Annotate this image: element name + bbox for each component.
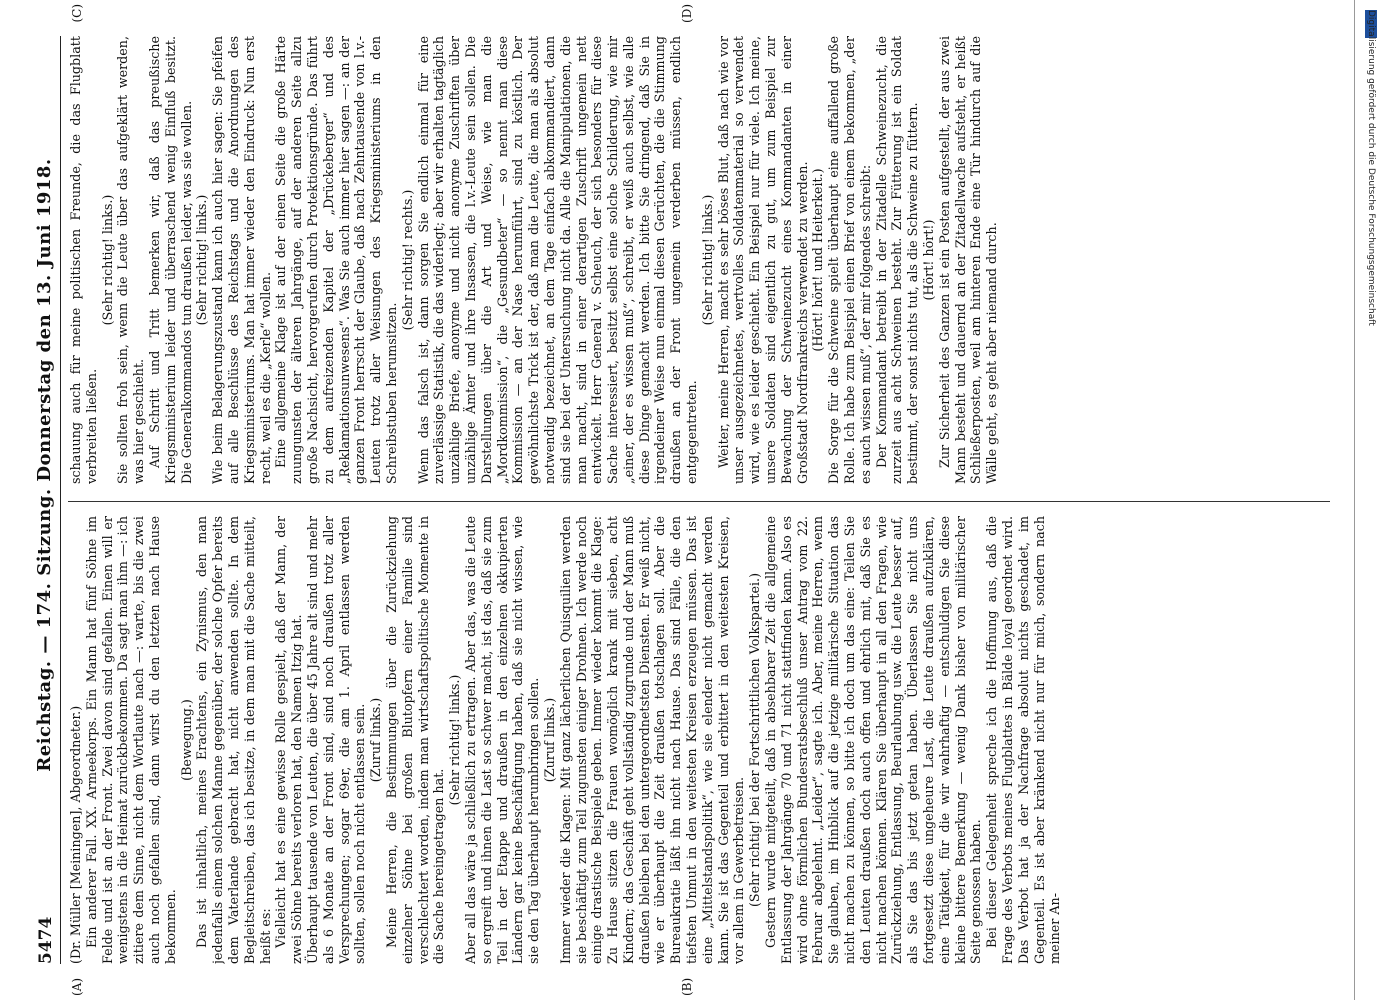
document-page (30, 4, 1330, 996)
paragraph: (Dr. Müller [Meiningen], Abgeordneter.) (68, 705, 83, 964)
paragraph: (Sehr richtig! links.) (99, 194, 115, 326)
paragraph: Auf Schritt und Tritt bemerken wir, daß das preußische Kriegsministerium leider und überraschend wenig Einfluß besitzt. Die Generalkommandos tun draußen leider, was sie wollen. (146, 36, 194, 484)
paragraph: Vielleicht hat es eine gewisse Rolle gespielt, daß der Mann, der zwei Söhne bereits verloren hat, den Namen Itzig hat. (273, 516, 305, 964)
page-header (30, 36, 61, 964)
paragraph: Sie sollten froh sein, wenn die Leute über das aufgeklärt werden, was hier geschieht. (115, 36, 147, 484)
paragraph: (Hört! hört! und Heiterkeit.) (810, 168, 826, 352)
left-column (68, 516, 1330, 964)
paragraph: Weiter, meine Herren, macht es sehr böses Blut, daß nach wie vor unser ausgezeichnetes, wertvolles Soldatenmaterial so verwendet wird, wie es leider geschieht. Ein Beispiel nur für viele. Ich meine, unsere Soldaten sind eigentlich zu gut, um zum Beispiel zur Bewachung der Schweinezucht eines Kommandanten in einer Großstadt Nordfrankreichs verwendet zu werden. (715, 36, 810, 484)
margin-marker-b: (B) (680, 977, 694, 996)
margin-marker-c: (C) (70, 4, 84, 23)
digitization-credit (1362, 10, 1378, 710)
paragraph: Das ist inhaltlich, meines Erachtens, ein Zynismus, den man jedenfalls einem solchen Manne gegenüber, der solche Opfer bereits dem Vaterlande gebracht hat, nicht anwenden sollte. In dem Begleitschreiben, das ich besitze, in dem man mit die Sache mitteilt, heißt es: (194, 516, 273, 964)
paragraph: (Sehr richtig! bei der Fortschrittlichen Volkspartei.) (747, 572, 763, 908)
paragraph: Eine allgemeine Klage ist auf der einen Seite die große Härte zuungunsten der älteren Jahrgänge, auf der anderen Seite allzu große Nachsicht, hervorgerufen durch Protektionsgründe. Das führt zu dem aufreizenden Kapitel der „Drückeberger“ und des „Reklamationsunwesens“. Was Sie auch immer hier sagen —: an der ganzen Front herrscht der Glaube, daß nach Zehntausende von l.v.-Leuten trotz aller Weisungen des Kriegsministeriums in den Schreibstuben herumsitzen. (273, 36, 399, 484)
paragraph: (Bewegung.) (178, 699, 194, 781)
paragraph: (Zuruf links.) (368, 697, 384, 783)
paragraph: Wenn das falsch ist, dann sorgen Sie endlich einmal für eine zuverlässige Statistik, die das widerlegt; aber wir erhalten tagtäglich unzählige Briefe, anonyme und nicht anonyme Zuschriften über unzählige Ämter und ihre Insassen, die l.v.-Leute sein sollen. Die Darstellungen über die Art und Weise, wie man die „Mordkommission“, die „Gesundbeter“ — so nennt man diese Kommission — an der Nase herumführt, sind zu köstlich. Der gewöhnlichste Trick ist der, daß man die Leute, die man als absolut notwendig bezeichnet, an dem Tage einfach abkommandiert, dann sind sie bei der Untersuchung nicht da. Alle die Manipulationen, die man macht, sind in einer derartigen Zuschrift ungemein nett entwickelt. Herr General v. Scheuch, der sich besonders für diese Sache interessiert, besitzt selbst eine solche Schilderung, wie mir „einer, der es wissen muß“, schreibt, er weiß auch selbst, wie alle diese Dinge gemacht werden. Ich bitte Sie dringend, daß Sie in irgendeiner Weise nun einmal diesen Gerüchten, die die Stimmung draußen an der Front ungemein verderben müssen, endlich entgegentreten. (415, 36, 700, 484)
paragraph: Überhaupt tausende von Leuten, die über 45 Jahre alt sind und mehr als 6 Monate an der Front sind, sind noch draußen trotz aller Versprechungen; sogar 69er, die am 1. April entlassen werden sollten, sollen noch nicht entlassen sein. (304, 516, 368, 964)
paragraph: (Sehr richtig! links.) (447, 674, 463, 806)
text-columns (68, 36, 1330, 964)
paragraph: Bei dieser Gelegenheit spreche ich die Hoffnung aus, daß die Frage des Verbots meines Flugblattes in Bälde loyal geordnet wird. Das Verbot hat ja der Nachfrage absolut nichts geschadet, im Gegenteil. Es ist aber kränkend nicht nur für mich, sondern nach meiner An- (984, 516, 1063, 964)
paragraph: Der Kommandant betreibt in der Zitadelle Schweinezucht, die zurzeit aus acht Schweinen besteht. Zur Fütterung ist ein Soldat bestimmt, der sonst nichts tut, als die Schweine zu füttern. (873, 36, 921, 484)
right-column (68, 36, 1330, 484)
paragraph: Immer wieder die Klagen: Mit ganz lächerlichen Quisquilien werden sie beschäftigt zum Teil zugunsten einiger Drohnen. Ich werde noch einige drastische Beispiele geben. Immer wieder kommt die Klage: Zu Hause sitzen die Frauen womöglich krank mit sieben, acht Kindern; das Geschäft geht vollständig zugrunde und der Mann muß draußen bleiben bei den untergeordnetsten Diensten. Er weiß nicht, wie er überhaupt die Zeit draußen totschlagen soll. Aber die Bureaukratie läßt ihn nicht nach Hause. Das sind Fälle, die den tiefsten Unmut in den weitesten Kreisen erzeugen müssen. Das ist eine „Mittelstandspolitik“, wie sie elender nicht gemacht werden kann. Sie ist das Gegenteil und erbittert in den weitesten Kreisen, vor allem in Gewerbetreisen. (557, 516, 747, 964)
paragraph: (Sehr richtig! links.) (699, 194, 715, 326)
page-number: 5474 (36, 916, 56, 964)
paragraph: Wie beim Belagerungszustand kann ich auch hier sagen: Sie pfeifen auf alle Beschlüsse des Reichstags und die Anordnungen des Kriegsministeriums. Man hat immer wieder den Eindruck: Nun erst recht, weil es die „Kerle“ wollen. (210, 36, 273, 484)
paragraph: Aber all das wäre ja schließlich zu ertragen. Aber das, was die Leute so ergreift und ihnen die Last so schwer macht, ist das, daß sie zum Teil in der Etappe und draußen in den einzelnen okkupierten Ländern gar keine Beschäftigung haben, daß sie nicht wissen, wie sie den Tag überhaupt herumbringen sollen. (462, 516, 542, 964)
paragraph: Gestern wurde mitgeteilt, daß in absehbarer Zeit die allgemeine Entlassung der Jahrgänge 70 und 71 nicht stattfinden kann. Also es wird ohne förmlichen Bundesratsbeschluß unser Antrag vom 22. Februar abgelehnt. „Leider“, sagte ich. Aber, meine Herren, wenn Sie glauben, im Hinblick auf die jetzige militärische Situation das nicht machen zu können, so bitte ich doch um das eine: Teilen Sie den Leuten draußen doch auch offen und ehrlich mit, daß Sie es nicht machen können. Klären Sie überhaupt in all den Fragen, wie Zurückziehung, Entlassung, Beurlaubung usw. die Leute besser auf, als Sie das bis jetzt getan haben. Überlassen Sie nicht uns fortgesetzt diese ungeheure Last, die Leute draußen aufzuklären, eine Tätigkeit, für die wir wahrhaftig — entschuldigen Sie diese kleine bittere Bemerkung — wenig Dank bisher von militärischer Seite genossen haben. (763, 516, 984, 964)
paragraph: (Sehr richtig! links.) (194, 194, 210, 326)
paragraph: Meine Herren, die Bestimmungen über die Zurückziehung einzelner Söhne bei großen Blutopfern einer Familie sind verschlechtert worden, indem man wirtschaftspolitische Momente in die Sache hereingetragen hat. (383, 516, 447, 964)
paragraph: Zur Sicherheit des Ganzen ist ein Posten aufgestellt, der aus zwei Mann besteht und dauernd an der Zitadellwache aufsteht, er heißt Schließerposten, weil am hinteren Ende eine Tür hindurch auf die Wälle geht, es geht aber niemand durch. (936, 36, 1000, 484)
paragraph: schauung auch für meine politischen Freunde, die das Flugblatt verbreiten ließen. (68, 36, 99, 484)
paragraph: (Zuruf links.) (541, 697, 557, 783)
scan-edge (1354, 0, 1355, 1000)
column-divider (68, 501, 1330, 502)
paragraph: Die Sorge für die Schweine spielt überhaupt eine auffallend große Rolle. Ich habe zum Beispiel einen Brief von einem bekommen, „der es auch wissen muß“, der mir folgendes schreibt: (826, 36, 873, 484)
paragraph: Ein anderer Fall. XX. Armeekorps. Ein Mann hat fünf Söhne im Felde und ist an der Front. Zwei davon sind gefallen. Einen will er wenigstens in die Heimat zurückbekommen. Da sagt man ihm —: ich zitiere dem Sinne, nicht dem Wortlaute nach —: warte, bis die zwei auch noch gefallen sind, dann wirst du den letzten nach Hause bekommen. (83, 516, 178, 964)
page-title: Reichstag. — 174. Sitzung. Donnerstag den 13. Juni 1918. (34, 158, 55, 772)
margin-marker-a: (A) (70, 977, 84, 996)
paragraph: (Sehr richtig! rechts.) (399, 189, 415, 331)
paragraph: (Hört! hört!) (921, 219, 937, 301)
credit-text: Digitalisierung gefördert durch die Deutsche Forschungsgemeinschaft (1366, 10, 1376, 326)
margin-marker-d: (D) (680, 4, 694, 23)
